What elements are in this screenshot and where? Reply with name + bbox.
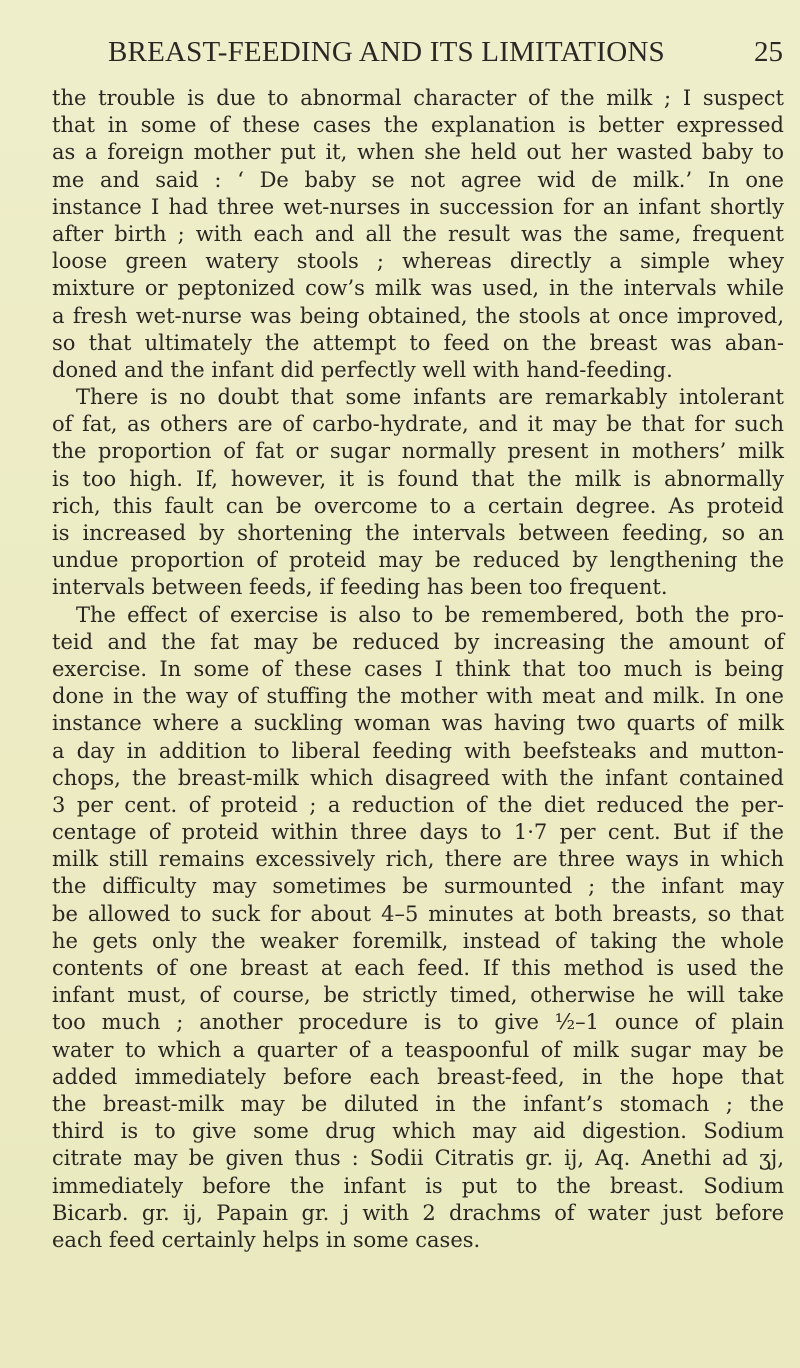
text-line: after birth ; with each and all the result was the same, frequent	[52, 221, 784, 246]
text-line: mixture or peptonized cow’s milk was used, in the intervals while	[52, 276, 784, 301]
text-line: water to which a quarter of a teaspoonful of milk sugar may be	[52, 1037, 784, 1062]
text-line: the proportion of fat or sugar normally present in mothers’ milk	[52, 439, 784, 464]
text-line: The effect of exercise is also to be remembered, both the pro-	[76, 602, 784, 627]
text-line: infant must, of course, be strictly timed, otherwise he will take	[52, 983, 784, 1008]
text-line: Bicarb. gr. ij, Papain gr. j with 2 drachms of water just before	[52, 1200, 784, 1225]
text-line: added immediately before each breast-feed, in the hope that	[52, 1064, 784, 1089]
text-line: third is to give some drug which may aid digestion. Sodium	[52, 1119, 784, 1144]
text-line: intervals between feeds, if feeding has been too frequent.	[52, 575, 668, 600]
running-head: BREAST-FEEDING AND ITS LIMITATIONS	[108, 36, 665, 68]
text-line: too much ; another procedure is to give ½–1 ounce of plain	[52, 1010, 784, 1035]
text-line: me and said : ‘ De baby se not agree wid de milk.’ In one	[52, 167, 784, 192]
text-line: doned and the infant did perfectly well with hand-feeding.	[52, 357, 673, 382]
text-line: that in some of these cases the explanation is better expressed	[52, 113, 784, 138]
text-line: There is no doubt that some infants are remarkably intolerant	[76, 385, 784, 410]
text-line: citrate may be given thus : Sodii Citratis gr. ij, Aq. Anethi ad ʒj,	[52, 1146, 784, 1171]
body-text	[52, 85, 784, 1254]
text-line: so that ultimately the attempt to feed on the breast was aban-	[52, 330, 784, 355]
text-line: milk still remains excessively rich, there are three ways in which	[52, 847, 784, 872]
text-line: exercise. In some of these cases I think that too much is being	[52, 656, 784, 681]
text-line: the trouble is due to abnormal character of the milk ; I suspect	[52, 86, 784, 110]
text-line: teid and the fat may be reduced by increasing the amount of	[52, 629, 784, 654]
text-line: the difficulty may sometimes be surmounted ; the infant may	[52, 874, 784, 899]
text-line: of fat, as others are of carbo-hydrate, and it may be that for such	[52, 412, 784, 437]
text-line: a day in addition to liberal feeding with beefsteaks and mutton-	[52, 738, 784, 763]
text-line: instance I had three wet-nurses in succession for an infant shortly	[52, 194, 784, 219]
text-line: the breast-milk may be diluted in the infant’s stomach ; the	[52, 1091, 784, 1116]
text-line: each feed certainly helps in some cases.	[52, 1227, 481, 1252]
text-line: as a foreign mother put it, when she held out her wasted baby to	[52, 140, 784, 165]
page-header	[108, 36, 783, 76]
text-line: done in the way of stuffing the mother with meat and milk. In one	[52, 684, 784, 709]
text-line: undue proportion of proteid may be reduced by lengthening the	[52, 548, 784, 573]
text-line: is too high. If, however, it is found that the milk is abnormally	[52, 466, 784, 491]
text-line: 3 per cent. of proteid ; a reduction of the diet reduced the per-	[52, 792, 784, 817]
text-line: loose green watery stools ; whereas directly a simple whey	[52, 249, 784, 274]
text-line: chops, the breast-milk which disagreed with the infant contained	[52, 765, 784, 790]
text-line: a fresh wet-nurse was being obtained, the stools at once improved,	[52, 303, 784, 328]
text-line: centage of proteid within three days to 1·7 per cent. But if the	[52, 820, 784, 845]
text-line: is increased by shortening the intervals between feeding, so an	[52, 521, 784, 545]
page-number: 25	[754, 36, 783, 68]
text-line: immediately before the infant is put to the breast. Sodium	[52, 1173, 784, 1198]
text-line: he gets only the weaker foremilk, instead of taking the whole	[52, 928, 784, 953]
text-line: rich, this fault can be overcome to a certain degree. As proteid	[52, 493, 784, 518]
text-line: be allowed to suck for about 4–5 minutes at both breasts, so that	[52, 901, 784, 926]
text-line: instance where a suckling woman was having two quarts of milk	[52, 711, 784, 736]
text-line: contents of one breast at each feed. If this method is used the	[52, 956, 784, 980]
